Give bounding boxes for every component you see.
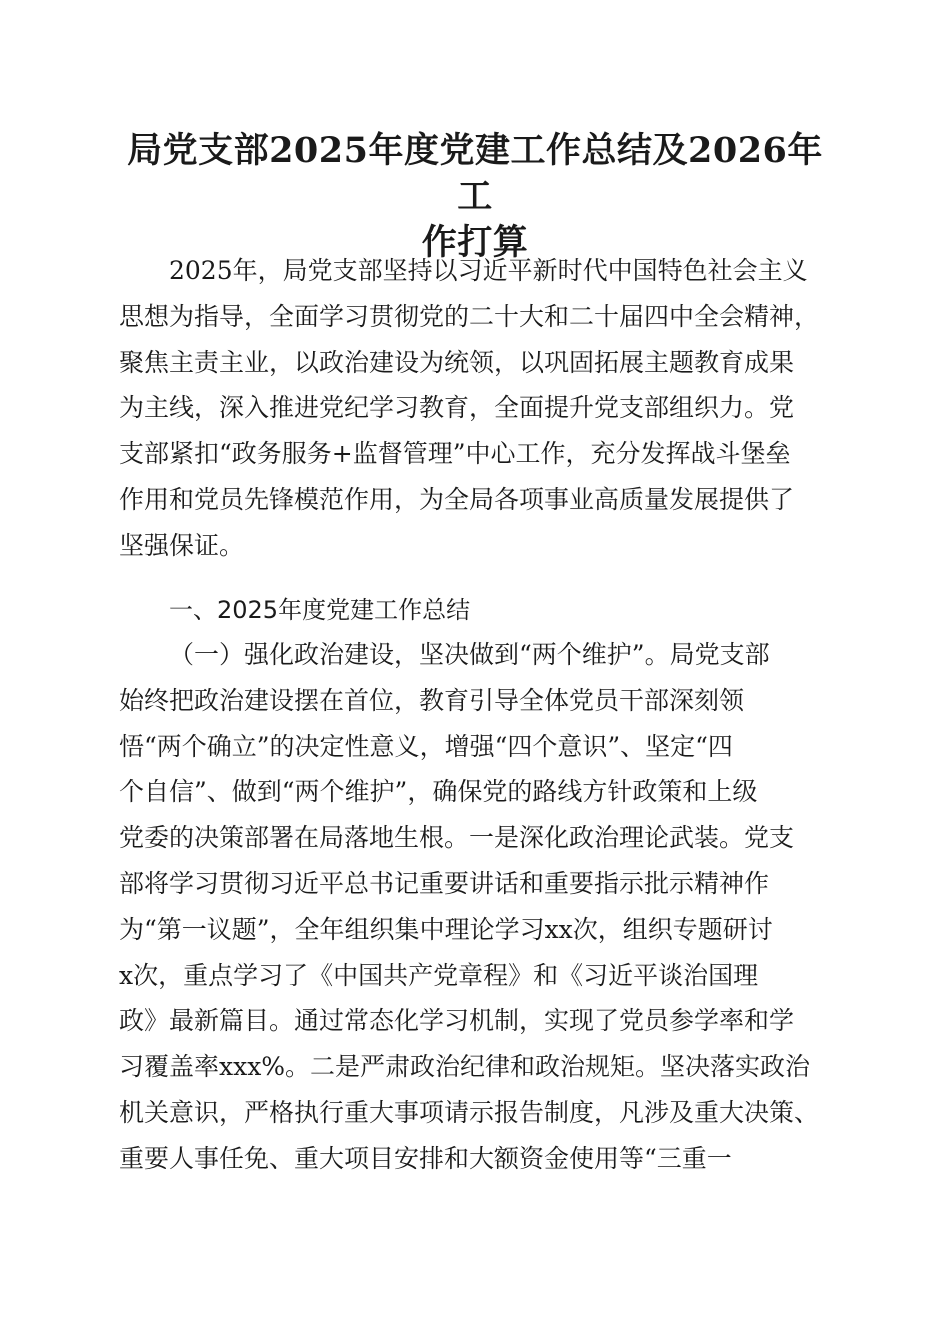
text-line: 个自信”、做到“两个维护”，确保党的路线方针政策和上级 <box>119 777 758 807</box>
text-line: 政》最新篇目。通过常态化学习机制，实现了党员参学率和学 <box>119 1006 795 1036</box>
text-line: 党委的决策部署在局落地生根。一是深化政治理论武装。党支 <box>119 823 795 853</box>
text-line: 思想为指导，全面学习贯彻党的二十大和二十届四中全会精神， <box>119 301 820 331</box>
title-line-2: 作打算 <box>421 222 529 263</box>
text-line: 聚焦主责主业，以政治建设为统领，以巩固拓展主题教育成果 <box>119 347 795 377</box>
text-line: 部将学习贯彻习近平总书记重要讲话和重要指示批示精神作 <box>119 868 770 898</box>
intro-paragraph <box>119 248 835 569</box>
text-line: 始终把政治建设摆在首位，教育引导全体党员干部深刻领 <box>119 685 745 715</box>
text-line: 机关意识，严格执行重大事项请示报告制度，凡涉及重大决策、 <box>119 1097 820 1127</box>
text-line: 2025年，局党支部坚持以习近平新时代中国特色社会主义 <box>169 256 808 285</box>
text-line: （一）强化政治建设，坚决做到“两个维护”。局党支部 <box>169 640 770 669</box>
text-line: 悟“两个确立”的决定性意义，增强“四个意识”、坚定“四 <box>119 731 733 761</box>
text-line: 作用和党员先锋模范作用，为全局各项事业高质量发展提供了 <box>119 484 795 514</box>
text-line: 为主线，深入推进党纪学习教育，全面提升党支部组织力。党 <box>119 393 795 423</box>
text-line: 支部紧扣“政务服务+监督管理”中心工作，充分发挥战斗堡垒 <box>119 439 791 469</box>
text-line: 坚强保证。 <box>119 530 245 560</box>
title-line-1: 局党支部2025年度党建工作总结及2026年工 <box>127 130 823 217</box>
section-heading-1: 一、2025年度党建工作总结 <box>169 596 471 624</box>
text-line: 习覆盖率xxx%。二是严肃政治纪律和政治规矩。坚决落实政治 <box>119 1052 811 1082</box>
text-line: 重要人事任免、重大项目安排和大额资金使用等“三重一 <box>119 1143 732 1173</box>
document-title <box>110 128 840 266</box>
text-line: x次，重点学习了《中国共产党章程》和《习近平谈治国理 <box>119 960 759 990</box>
text-line: 为“第一议题”，全年组织集中理论学习xx次，组织专题研讨 <box>119 914 773 944</box>
section-1-paragraph <box>119 632 835 1182</box>
